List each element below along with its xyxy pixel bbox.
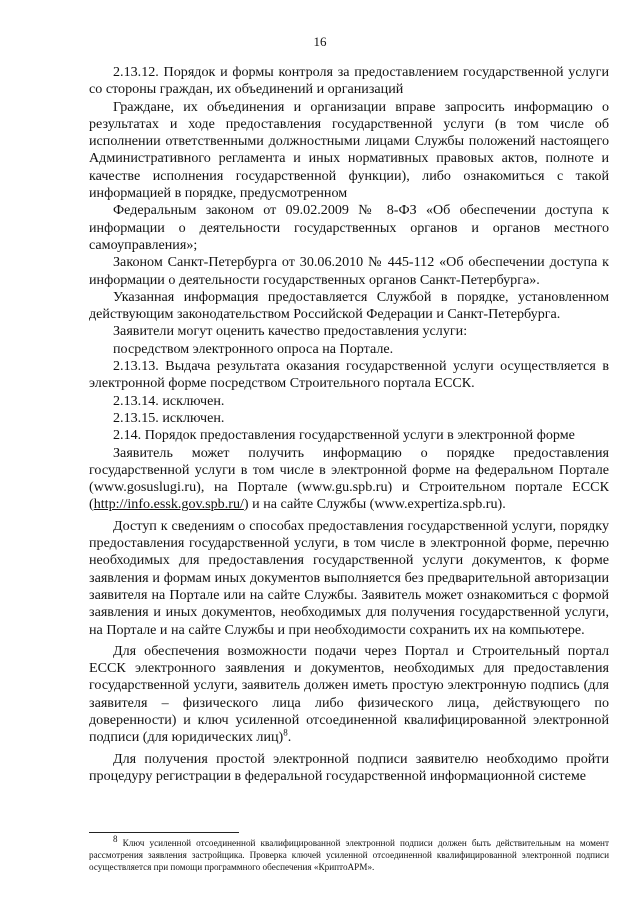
paragraph-citizens-request: Граждане, их объединения и организации вправе запросить информацию о результатах и ходе предоставления государственной услуги (в том числе об исполнении ответственными должностными лицами Службы положений настоящего Административного регламента и иных нормативных правовых актов, полноте и качестве исполнения государственной функции), либо ознакомиться с такой информацией в порядке, предусмотренном — [89, 98, 609, 202]
footnote-mark: 8 — [113, 833, 118, 844]
document-body — [89, 64, 609, 785]
essk-portal-link[interactable]: http://info.essk.gov.spb.ru/ — [93, 496, 244, 513]
footnote-divider — [89, 832, 239, 833]
paragraph-portal-info — [89, 445, 609, 514]
paragraph-access-info: Доступ к сведениям о способах предоставления государственной услуги, порядку предоставления государственной услуги, в том числе в электронной форме, перечню необходимых для предоставления государственной услуги документов, к форме заявления и формам иных документов выполняется без предварительной авторизации заявителя на Портале или на сайте Службы. Заявитель может ознакомиться с формой заявления и иных документов, необходимых для получения государственной услуги, на Портале и на сайте Службы и при необходимости сохранить их на компьютере. — [89, 517, 609, 638]
paragraph-federal-law: Федеральным законом от 09.02.2009 № 8-ФЗ «Об обеспечении доступа к информации о деятельности государственных органов и органов местного самоуправления»; — [89, 202, 609, 253]
paragraph-2-13-13: 2.13.13. Выдача результата оказания государственной услуги осуществляется в электронной форме посредством Строительного портала ЕССК. — [89, 358, 609, 392]
paragraph-info-provided: Указанная информация предоставляется Службой в порядке, установленном действующим законодательством Российской Федерации и Санкт-Петербурга. — [89, 288, 609, 323]
footnote-text: Ключ усиленной отсоединенной квалифицированной электронной подписи должен быть действительным на момент рассмотрения заявления застройщика. Проверка ключей усиленной отсоединенной квалифицированной электронной подписи осуществляется при помощи программного обеспечения «КриптоАРМ». — [89, 838, 609, 873]
portal-info-text-before: Заявитель может получить информацию о порядке предоставления государственной услуги в том числе в электронной форме на федеральном Портале (www.gosuslugi.ru), на Портале (www.gu.spb.ru) и Строительном портале ЕССК ( — [89, 444, 609, 513]
paragraph-electronic-survey: посредством электронного опроса на Портале. — [113, 340, 394, 357]
footnote-reference: 8 — [283, 727, 288, 738]
page-number: 16 — [313, 34, 327, 49]
signature-requirement-text: Для обеспечения возможности подачи через Портал и Строительный портал ЕССК электронного заявления и документов, необходимых для предоставления государственной услуги, заявитель должен иметь простую электронную подпись (для заявителя – физического лица либо физического лица, действующего по доверенности) и ключ усиленной отсоединенной квалифицированной электронной подписи (для юридических лиц) — [89, 642, 609, 746]
paragraph-2-13-15: 2.13.15. исключен. — [113, 409, 225, 426]
portal-info-text-after: ) и на сайте Службы (www.expertiza.spb.ru). — [243, 496, 506, 513]
paragraph-2-14: 2.14. Порядок предоставления государственной услуги в электронной форме — [113, 427, 575, 444]
paragraph-2-13-14: 2.13.14. исключен. — [113, 392, 225, 409]
paragraph-spb-law: Законом Санкт-Петербурга от 30.06.2010 № 445-112 «Об обеспечении доступа к информации о деятельности государственных органов Санкт-Петербурга». — [89, 254, 609, 288]
paragraph-applicants-evaluate: Заявители могут оценить качество предоставления услуги: — [113, 323, 468, 340]
paragraph-2-13-12: 2.13.12. Порядок и формы контроля за предоставлением государственной услуги со стороны граждан, их объединений и организаций — [89, 64, 609, 98]
footnote — [89, 833, 609, 874]
signature-requirement-end: . — [287, 729, 292, 746]
paragraph-simple-signature: Для получения простой электронной подписи заявителю необходимо пройти процедуру регистрации в федеральной государственной информационной системе — [89, 750, 609, 784]
paragraph-signature-requirement — [89, 643, 609, 747]
